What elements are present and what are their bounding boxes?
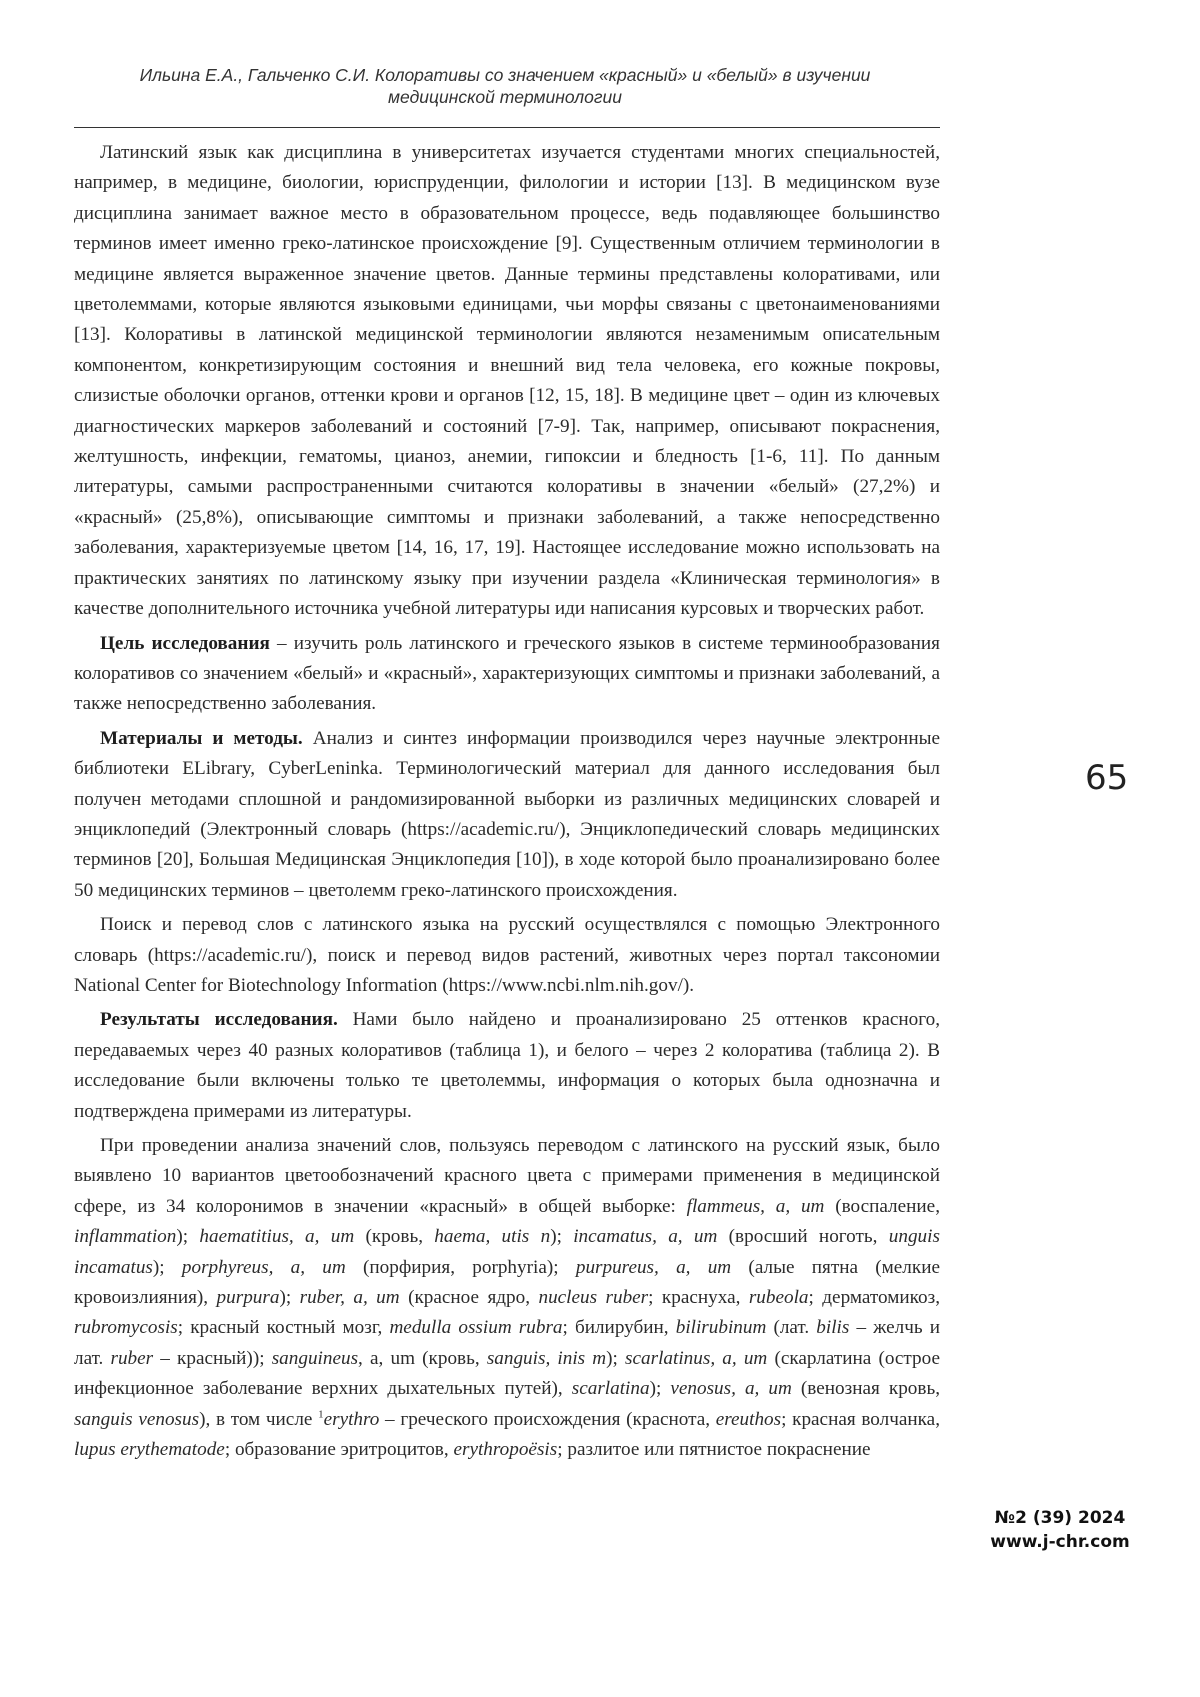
text-run: );: [649, 1378, 671, 1400]
paragraph-introduction: Латинский язык как дисциплина в университетах изучается студентами многих специальностей, например, в медицине, биологии, юриспруденции, филологии и истории [13]. В медицинском вузе дисциплина занимает важное место в образовательном процессе, ведь подавляющее большинство терминов имеет именно греко-латинское происхождение [9]. Существенным отличием терминологии в медицине является выраженное значение цветов. Данные термины представлены колоративами, или цветолеммами, которые являются языковыми единицами, чьи морфы связаны с цветонаименованиями [13]. Колоративы в латинской медицинской терминологии являются незаменимым описательным компонентом, конкретизирующим состояния и внешний вид тела человека, его кожные покровы, слизистые оболочки органов, оттенки крови и органов [12, 15, 18]. В медицине цвет – один из ключевых диагностических маркеров заболеваний и состояний [7-9]. Так, например, описывают покраснения, желтушность, инфекции, гематомы, цианоз, анемии, гипоксии и бледность [1-6, 11]. По данным литературы, самыми распространенными считаются колоративы в значении «белый» (27,2%) и «красный» (25,8%), описывающие симптомы и признаки заболеваний, а также непосредственно заболевания, характеризуемые цветом [14, 16, 17, 19]. Настоящее исследование можно использовать на практических занятиях по латинскому языку при изучении раздела «Клиническая терминология» в качестве дополнительного источника учебной литературы иди написания курсовых и творческих работ.: [74, 142, 940, 620]
methods-text: Анализ и синтез информации производился через научные электронные библиотеки ELibrary, CyberLeninka. Терминологический материал для данного исследования был получен методами сплошной и рандомизированной выборки из различных медицинских словарей и энциклопедий (Электронный словарь (https://academic.ru/), Энциклопедический словарь медицинских терминов [20], Большая Медицинская Энциклопедия [10]), в ходе которой было проанализировано более 50 медицинских терминов – цветолемм греко-латинского происхождения.: [74, 727, 940, 901]
text-run: – красный));: [153, 1347, 272, 1369]
text-run: , a, um (кровь,: [358, 1347, 487, 1369]
text-run: ), в том числе: [199, 1408, 319, 1430]
header-divider: [74, 127, 940, 128]
text-run: ; красный костный мозг,: [177, 1317, 390, 1339]
text-run: (красное ядро,: [399, 1287, 539, 1309]
latin-term: haema, utis n: [434, 1226, 551, 1248]
text-run: );: [279, 1287, 300, 1309]
text-run: );: [606, 1347, 626, 1369]
footnote-marker: 1: [318, 1408, 324, 1421]
latin-term: scarlatinus, a, um: [625, 1347, 768, 1369]
paragraph-results: [74, 1005, 940, 1127]
journal-info: [965, 1506, 1155, 1554]
text-run: (лат.: [766, 1317, 817, 1339]
paragraph-aim: [74, 629, 940, 720]
results-text: Нами было найдено и проанализировано 25 оттенков красного, передаваемых через 40 разных колоративов (таблица 1), и белого – через 2 колоратива (таблица 2). В исследование были включены только те цветолеммы, информация о которых была однозначна и подтверждена примерами из литературы.: [74, 1009, 940, 1122]
latin-term: sanguineus: [271, 1347, 359, 1369]
text-run: );: [176, 1226, 200, 1248]
text-run: ; разлитое или пятнистое покраснение: [557, 1439, 871, 1461]
latin-term: erythropoёsis: [453, 1439, 558, 1461]
latin-term: nucleus ruber: [538, 1287, 649, 1309]
running-header: [70, 64, 940, 108]
text-run: При проведении анализа значений слов, пользуясь переводом с латинского на русский язык, было выявлено 10 вариантов цветообозначений красного цвета с примерами применения в медицинской сфере, из 34 колоронимов в значении «красный» в общей выборке:: [74, 1135, 940, 1217]
text-run: (вросший ноготь,: [717, 1226, 889, 1248]
latin-term: incamatus, a, um: [573, 1226, 718, 1248]
text-run: – желчь и лат.: [74, 1317, 941, 1369]
text-run: );: [550, 1226, 574, 1248]
latin-term: sanguis venosus: [74, 1408, 200, 1430]
text-run: ; краснуха,: [648, 1287, 749, 1309]
latin-term: purpureus, a, um: [575, 1256, 732, 1278]
text-run: ; дерматомикоз,: [808, 1287, 940, 1309]
text-run: );: [152, 1256, 182, 1278]
aim-heading: Цель исследования: [100, 632, 270, 654]
journal-website: www.j-chr.com: [990, 1532, 1130, 1552]
latin-term: medulla ossium rubra: [389, 1317, 563, 1339]
aim-text: – изучить роль латинского и греческого языков в системе терминообразования колоративов со значением «белый» и «красный», характеризующих симптомы и признаки заболеваний, а также непосредственно заболевания.: [74, 632, 940, 715]
text-run: (воспаление,: [824, 1195, 940, 1217]
header-title-line1: Ильина Е.А., Гальченко С.И. Колоративы со значением «красный» и «белый» в изучении: [139, 65, 871, 85]
text-run: ; красная волчанка,: [781, 1408, 940, 1430]
latin-term: bilirubinum: [675, 1317, 767, 1339]
latin-term: rubeola: [748, 1287, 809, 1309]
latin-term: scarlatina: [571, 1378, 650, 1400]
latin-term: unguis incamatus: [74, 1226, 940, 1278]
latin-term: purpura: [216, 1287, 280, 1309]
latin-term: ereuthos: [715, 1408, 782, 1430]
text-run: ; образование эритроцитов,: [224, 1439, 454, 1461]
text-run: (скарлатина (острое инфекционное заболевание верхних дыхательных путей),: [74, 1347, 940, 1400]
latin-term: flammeus, a, um: [686, 1195, 825, 1217]
journal-issue: №2 (39) 2024: [994, 1508, 1126, 1528]
latin-term: haematitius, a, um: [199, 1226, 355, 1248]
paragraph-analysis: [74, 1131, 940, 1465]
article-body: [74, 138, 940, 1465]
methods-heading: Материалы и методы.: [100, 727, 303, 749]
latin-term: venosus, a, um: [670, 1378, 792, 1400]
latin-term: ruber: [110, 1347, 154, 1369]
text-run: (порфирия, porphyria);: [345, 1256, 576, 1278]
latin-term: erythro: [323, 1408, 380, 1430]
latin-term: inflammation: [74, 1226, 177, 1248]
page-number: 65: [1085, 758, 1129, 798]
text-run: (алые пятна (мелкие кровоизлияния),: [74, 1256, 940, 1309]
text-run: – греческого происхождения (краснота,: [379, 1408, 716, 1430]
header-title-line2: медицинской терминологии: [388, 87, 622, 107]
results-heading: Результаты исследования.: [100, 1009, 338, 1031]
latin-term: rubromycosis: [74, 1317, 178, 1339]
text-run: ; билирубин,: [562, 1317, 676, 1339]
latin-term: lupus erythematode: [74, 1439, 225, 1461]
paragraph-search: Поиск и перевод слов с латинского языка на русский осуществлялся с помощью Электронного словарь (https://academic.ru/), поиск и перевод видов растений, животных через портал таксономии National Center for Biotechnology Information (https://www.ncbi.nlm.nih.gov/).: [74, 914, 940, 996]
latin-term: porphyreus, a, um: [181, 1256, 346, 1278]
latin-term: bilis: [816, 1317, 850, 1339]
paragraph-methods: [74, 724, 940, 906]
text-run: (венозная кровь,: [791, 1378, 940, 1400]
latin-term: sanguis, inis m: [486, 1347, 607, 1369]
latin-term: ruber, a, um: [299, 1287, 400, 1309]
text-run: (кровь,: [354, 1226, 435, 1248]
